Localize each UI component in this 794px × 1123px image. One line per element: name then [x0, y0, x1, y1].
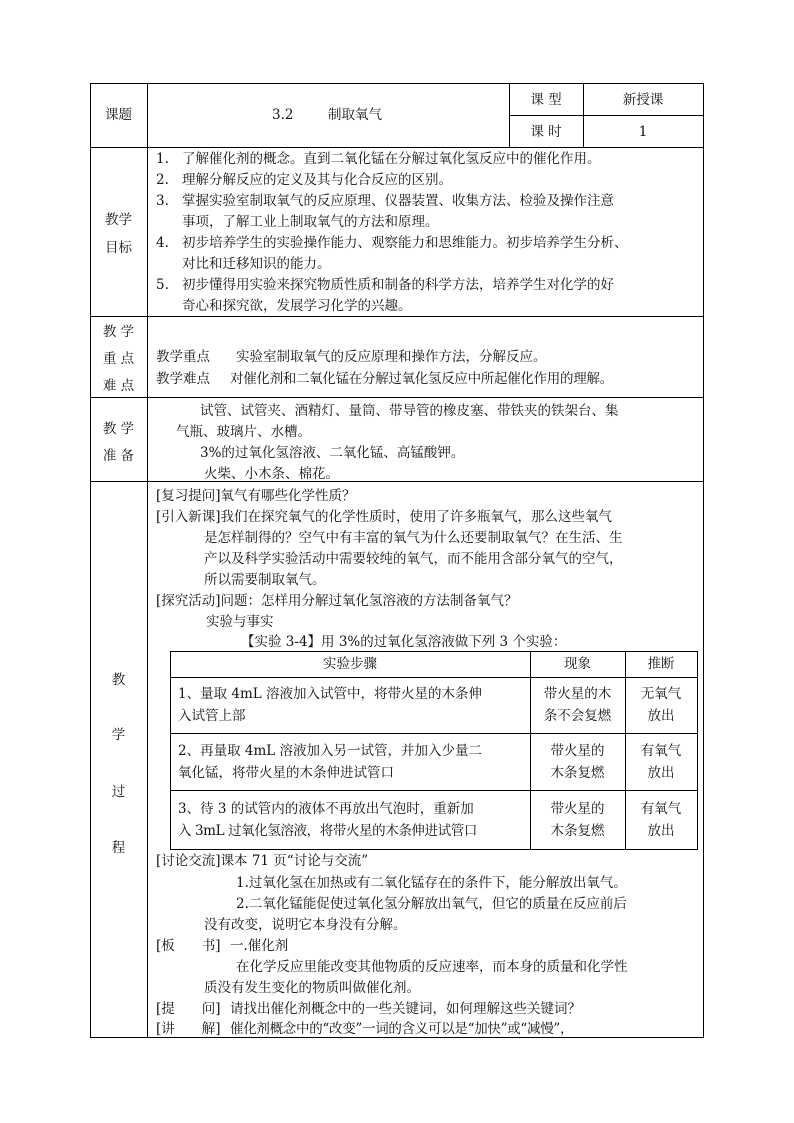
exp-phenomenon: 带火星的木 — [543, 686, 612, 702]
objective-text: 对比和迁移知识的能力。 — [182, 256, 331, 272]
keypoints-label-1: 教 学 — [102, 324, 135, 340]
table-border-top — [90, 83, 704, 84]
objective-number: 5. — [156, 277, 169, 293]
exp-table-top — [170, 651, 698, 652]
board-definition-cont: 质没有发生变化的物质叫做催化剂。 — [204, 980, 420, 996]
preparation-line: 试管、试管夹、酒精灯、量筒、带导管的橡皮塞、带铁夹的铁架台、集 — [200, 403, 619, 419]
process-label-3: 过 — [111, 784, 126, 800]
key-label: 教学重点 — [156, 349, 210, 365]
objective-text: 事项，了解工业上制取氧气的方法和原理。 — [182, 214, 439, 230]
exp-inference: 放出 — [647, 823, 675, 839]
objectives-label-1: 教学 — [105, 212, 132, 228]
exp-table-row-3 — [170, 790, 698, 791]
header-split — [509, 115, 704, 116]
difficulty-text: 对催化剂和二氧化锰在分解过氧化氢反应中所起催化作用的理解。 — [230, 371, 613, 387]
row-divider-header — [90, 147, 704, 148]
topic-label: 课题 — [105, 107, 132, 123]
sub-heading: 实验与事实 — [206, 614, 274, 630]
experiment-title: 【实验 3-4】用 3%的过氧化氢溶液做下列 3 个实验： — [241, 634, 567, 650]
preparation-label-1: 教 学 — [102, 421, 135, 437]
keypoints-label-3: 难 点 — [102, 378, 135, 394]
type-value: 新授课 — [622, 92, 664, 108]
preparation-line: 3%的过氧化氢溶液、二氧化锰、高锰酸钾。 — [200, 445, 465, 461]
discussion: [讨论交流]课本 71 页“讨论与交流” — [156, 853, 369, 869]
conclusion-1: 1.过氧化氢在加热或有二氧化锰存在的条件下，能分解放出氧气。 — [236, 875, 627, 891]
preparation-line: 气瓶、玻璃片、水槽。 — [176, 424, 311, 440]
objective-text: 奇心和探究欲，发展学习化学的兴趣。 — [182, 298, 412, 314]
intro-line: 所以需要制取氧气。 — [204, 572, 326, 588]
exp-table-left — [170, 651, 171, 850]
board-tag: [板 书] — [156, 938, 221, 954]
keypoints-label-2: 重 点 — [102, 351, 135, 367]
objective-text: 初步懂得用实验来探究物质性质和制备的科学方法，培养学生对化学的好 — [182, 277, 614, 293]
intro-line: 是怎样制得的？空气中有丰富的氧气为什么还要制取氧气？在生活、生 — [204, 530, 623, 546]
label-column-divider — [147, 83, 148, 1038]
lecture-tag: [讲 解] — [156, 1021, 221, 1037]
exp-step: 入 3mL 过氧化氢溶液，将带火星的木条伸进试管口 — [178, 823, 477, 839]
exp-step: 1、量取 4mL 溶液加入试管中，将带火星的木条伸 — [178, 686, 483, 702]
exp-step: 3、待 3 的试管内的液体不再放出气泡时，重新加 — [178, 801, 474, 817]
exp-inference: 有氧气 — [640, 743, 682, 759]
objective-text: 初步培养学生的实验操作能力、观察能力和思维能力。初步培养学生分析、 — [182, 235, 628, 251]
exp-table-right — [697, 651, 698, 850]
exp-header-step: 实验步骤 — [323, 656, 377, 672]
preparation-line: 火柴、小木条、棉花。 — [204, 466, 339, 482]
exp-table-row-2 — [170, 733, 698, 734]
exp-phenomenon: 木条复燃 — [550, 765, 605, 781]
objective-number: 4. — [156, 235, 169, 251]
objective-text: 掌握实验室制取氧气的反应原理、仪器装置、收集方法、检验及操作注意 — [182, 193, 614, 209]
hours-label: 课 时 — [530, 124, 562, 140]
question-text: 请找出催化剂概念中的一些关键词，如何理解这些关键词？ — [230, 1001, 581, 1017]
process-label-2: 学 — [111, 727, 126, 743]
exp-inference: 无氧气 — [640, 686, 682, 702]
conclusion-2: 2.二氧化锰能促使过氧化氢分解放出氧气，但它的质量在反应前后 — [236, 896, 627, 912]
lecture-text: 催化剂概念中的“改变”一词的含义可以是“加快”或“减慢”， — [230, 1021, 574, 1037]
hours-value: 1 — [638, 124, 648, 140]
exp-table-row-1 — [170, 677, 698, 678]
review-question: [复习提问]氧气有哪些化学性质？ — [156, 488, 356, 504]
exp-header-inference: 推断 — [647, 656, 675, 672]
exp-step: 入试管上部 — [178, 708, 246, 724]
objectives-label-2: 目标 — [105, 240, 132, 256]
exp-header-phenomenon: 现象 — [564, 656, 591, 672]
exp-step: 2、再量取 4mL 溶液加入另一试管，并加入少量二 — [178, 743, 483, 759]
key-text: 实验室制取氧气的反应原理和操作方法，分解反应。 — [236, 349, 547, 365]
objective-text: 了解催化剂的概念。直到二氧化锰在分解过氧化氢反应中的催化作用。 — [182, 151, 601, 167]
intro-line: [引入新课]我们在探究氧气的化学性质时，使用了许多瓶氧气，那么这些氧气 — [156, 509, 613, 525]
intro-line: 产以及科学实验活动中需要较纯的氧气，而不能用含部分氧气的空气， — [204, 551, 623, 567]
exp-inference: 放出 — [647, 708, 675, 724]
exp-table-bottom — [170, 849, 698, 850]
exp-step: 氧化锰，将带火星的木条伸进试管口 — [178, 765, 394, 781]
board-text: 一.催化剂 — [230, 938, 289, 954]
exp-phenomenon: 条不会复燃 — [543, 708, 612, 724]
explore-activity: [探究活动]问题：怎样用分解过氧化氢溶液的方法制备氧气？ — [156, 593, 518, 609]
objective-text: 理解分解反应的定义及其与化合反应的区别。 — [182, 172, 452, 188]
objective-number: 1. — [156, 151, 169, 167]
row-divider-keypoints — [90, 397, 704, 398]
row-divider-preparation — [90, 481, 704, 482]
exp-phenomenon: 带火星的 — [550, 801, 605, 817]
process-label-1: 教 — [111, 672, 126, 688]
topic-number: 3.2 — [272, 107, 294, 123]
exp-phenomenon: 带火星的 — [550, 743, 605, 759]
exp-inference: 有氧气 — [640, 801, 682, 817]
question-tag: [提 问] — [156, 1001, 221, 1017]
difficulty-label: 教学难点 — [156, 371, 210, 387]
board-definition: 在化学反应里能改变其他物质的反应速率，而本身的质量和化学性 — [236, 959, 628, 975]
exp-phenomenon: 木条复燃 — [550, 823, 605, 839]
row-divider-objectives — [90, 316, 704, 317]
topic-title: 制取氧气 — [328, 107, 382, 123]
process-label-4: 程 — [111, 840, 126, 856]
table-border-right — [703, 83, 704, 1038]
preparation-label-2: 准 备 — [102, 448, 135, 464]
conclusion-2-cont: 没有改变，说明它本身没有分解。 — [204, 917, 407, 933]
objective-number: 3. — [156, 193, 169, 209]
type-label: 课 型 — [530, 92, 562, 108]
exp-inference: 放出 — [647, 765, 675, 781]
objective-number: 2. — [156, 172, 169, 188]
